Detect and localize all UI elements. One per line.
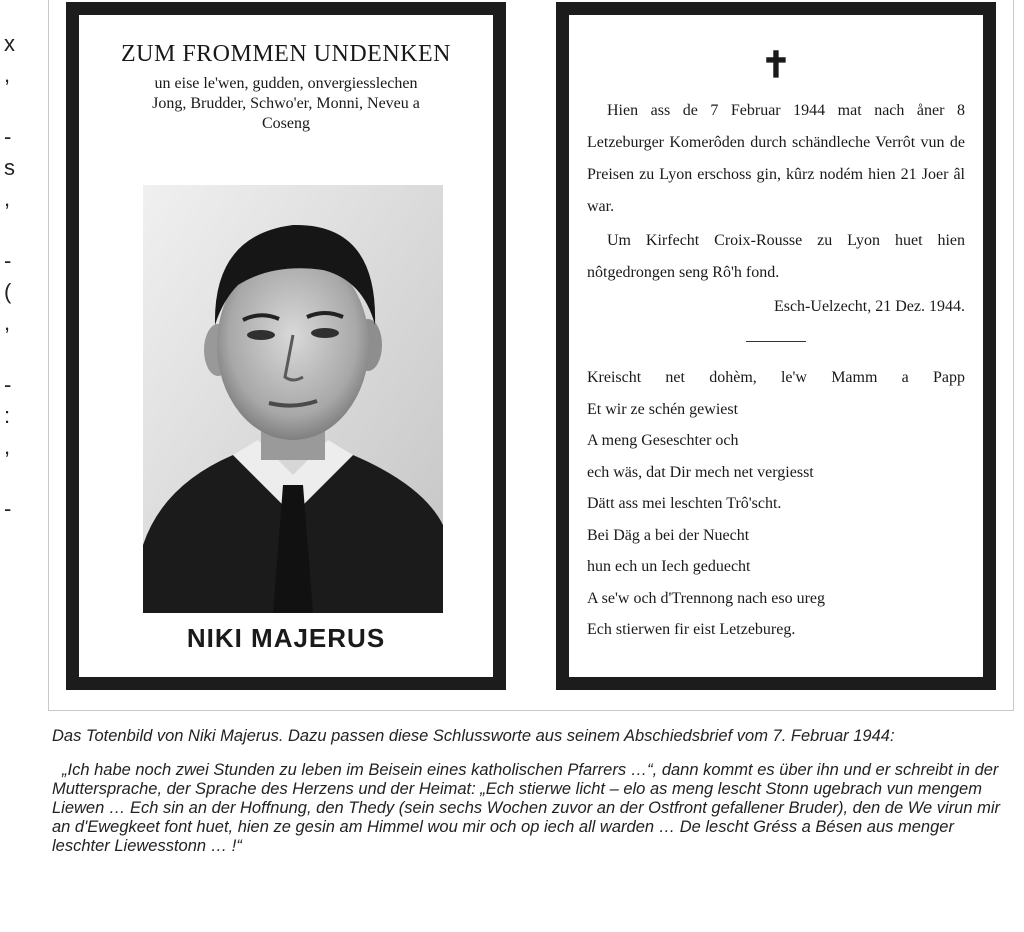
poem-line: Et wir ze schén gewiest [587, 400, 739, 418]
margin-marks [4, 28, 22, 524]
place-date: Esch-Uelzecht, 21 Dez. 1944. [773, 298, 965, 315]
caption-intro: Das Totenbild von Niki Majerus. Dazu passen diese Schlussworte aus seinem Abschiedsbrief vom 7. Februar 1944: [52, 727, 895, 745]
deceased-name: NIKI MAJERUS [186, 623, 386, 653]
poem-line: ech wäs, dat Dir mech net vergiesst [587, 463, 814, 481]
margin-mark: , [4, 62, 11, 87]
memorial-title: ZUM FROMMEN UNDENKEN [120, 41, 451, 67]
dedication [97, 74, 475, 134]
margin-mark: s [4, 155, 15, 180]
caption [52, 727, 1007, 856]
caption-quote: „Ich habe noch zwei Stunden zu leben im Beisein eines katholischen Pfarrers …“, dann kommt es über ihn und er schreibt in der Muttersprache, der Sprache des Herzens und der Heimat: „Ech stierwe licht – elo as meng lescht Stonn ugebrach vun mengem Liewen … Ech sin an der Hoffnung, den Thedy (sein sechs Wochen zuvor an der Ostfront gefallener Bruder), den de We virun mir an d'Ewegkeet font huet, hien ze gesin am Himmel wou mir och op iech all warden … De lescht Gréss a Bésen aus menger leschter Liewesstonn … !“ [52, 761, 1001, 855]
margin-mark: - [4, 248, 12, 273]
margin-mark: x [4, 31, 15, 56]
margin-mark: , [4, 186, 11, 211]
poem-line: Dätt ass mei leschten Trô'scht. [587, 495, 782, 512]
margin-mark [4, 90, 22, 121]
margin-mark: , [4, 434, 11, 459]
margin-mark [4, 338, 22, 369]
dedication-line: un eise le'wen, gudden, onvergiesslechen [154, 75, 418, 92]
portrait-illustration [143, 185, 443, 613]
memorial-card-left [66, 2, 506, 690]
poem [587, 362, 965, 646]
margin-mark: - [4, 124, 12, 149]
poem-line: A se'w och d'Trennong nach eso ureg [587, 589, 826, 607]
poem-line: hun ech un Iech geduecht [587, 558, 751, 575]
dedication-line: Jong, Brudder, Schwo'er, Monni, Neveu a [152, 95, 420, 112]
margin-mark [4, 214, 22, 245]
margin-mark: , [4, 310, 11, 335]
obituary-text [587, 95, 965, 323]
poem-line: Ech stierwen fir eist Letzebureg. [587, 621, 796, 638]
obituary-paragraph: Hien ass de 7 Februar 1944 mat nach åner 8 Letzeburger Komerôden durch schändleche Verrôt vun de Preisen zu Lyon erschoss gin, kûrz nodém hien 21 Joer âl war. [587, 102, 965, 215]
poem-line: Kreischt net dohèm, le'w Mamm a Papp [587, 369, 965, 386]
obituary-paragraph: Um Kirfecht Croix-Rousse zu Lyon huet hien nôtgedrongen seng Rô'h fond. [587, 232, 965, 281]
poem-line: A meng Geseschter och [587, 432, 739, 449]
cross-icon: ✝ [760, 44, 792, 86]
margin-mark: - [4, 496, 12, 521]
margin-mark: : [4, 403, 11, 428]
divider [746, 341, 806, 342]
margin-mark: ( [4, 279, 12, 304]
dedication-line: Coseng [262, 115, 310, 132]
poem-line: Bei Däg a bei der Nuecht [587, 526, 750, 544]
memorial-card-right [556, 2, 996, 690]
portrait-photo [143, 185, 443, 613]
margin-mark: - [4, 372, 12, 397]
margin-mark [4, 462, 22, 493]
